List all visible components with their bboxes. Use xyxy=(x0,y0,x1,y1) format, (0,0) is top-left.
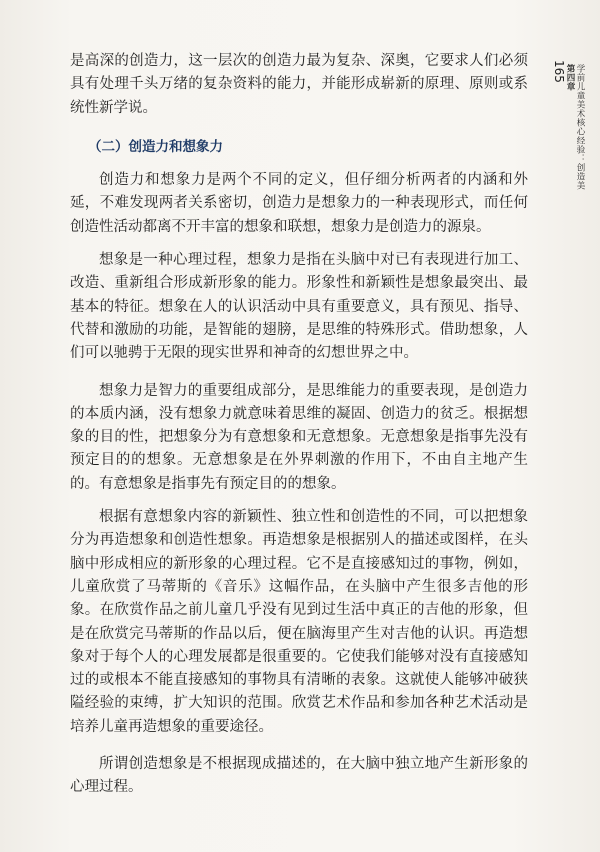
chapter-label: 第四章 xyxy=(565,64,575,91)
paragraph: 想象力是智力的重要组成部分，是思维能力的重要表现，是创造力的本质内涵，没有想象力就意味着思维的凝固、创造力的贫乏。根据想象的目的性，把想象分为有意想象和无意想象。无意想象是指事先没有预定目的的想象。无意想象是在外界刺激的作用下，不由自主地产生的。有意想象是指事先有预定目的的想象。 xyxy=(70,382,528,492)
chapter-subtitle: 学前儿童美术核心经验：创造美 xyxy=(575,64,585,190)
paragraph: 想象是一种心理过程，想象力是指在头脑中对已有表现进行加工、改造、重新组合形成新形象的能力。形象性和新颖性是想象最突出、最基本的特征。想象在人的认识活动中具有重要意义，具有预见、指导、代替和激励的功能，是智能的翅膀，是思维的特殊形式。借助想象，人们可以驰骋于无限的现实世界和神奇的幻想世界之中。 xyxy=(70,252,528,362)
paragraph-continued: 是高深的创造力，这一层次的创造力最为复杂、深奥，它要求人们必须具有处理千头万绪的复杂资料的能力，并能形成崭新的原理、原则或系统性新学说。 xyxy=(70,53,528,116)
paragraph: 所谓创造想象是不根据现成描述的，在大脑中独立地产生新形象的心理过程。 xyxy=(70,756,528,796)
page-number: 165 xyxy=(552,60,566,83)
page-body xyxy=(70,50,528,800)
paragraph: 根据有意想象内容的新颖性、独立性和创造性的不同，可以把想象分为再造想象和创造性想象。再造想象是根据别人的描述或图样，在头脑中形成相应的新形象的心理过程。它不是直接感知过的事物，例如，儿童欣赏了马蒂斯的《音乐》这幅作品，在头脑中产生很多吉他的形象。在欣赏作品之前儿童几乎没有见到过生活中真正的吉他的形象，但是在欣赏完马蒂斯的作品以后，便在脑海里产生对吉他的认识。再造想象对于每个人的心理发展都是很重要的。它使我们能够对没有直接感知过的或根本不能直接感知的事物具有清晰的表象。这就使人能够冲破狭隘经验的束缚，扩大知识的范围。欣赏艺术作品和参加各种艺术活动是培养儿童再造想象的重要途径。 xyxy=(70,509,528,735)
paragraph: 创造力和想象力是两个不同的定义，但仔细分析两者的内涵和外延，不难发现两者关系密切，创造力是想象力的一种表现形式，而任何创造性活动都离不开丰富的想象和联想，想象力是创造力的源泉。 xyxy=(70,172,528,235)
section-heading: （二）创造力和想象力 xyxy=(88,138,223,155)
